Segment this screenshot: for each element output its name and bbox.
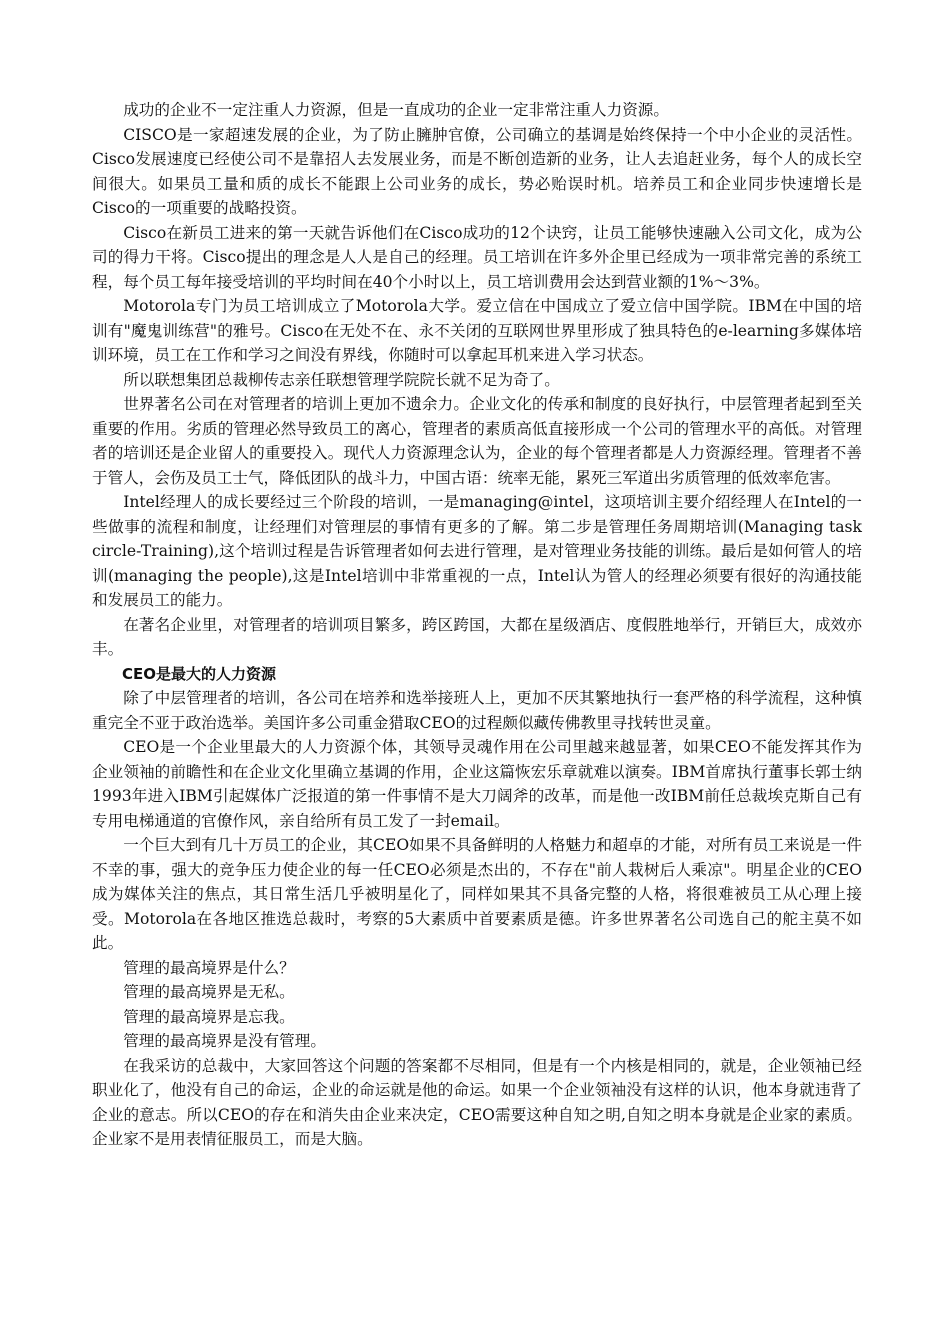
paragraph-cisco-training: Cisco在新员工进来的第一天就告诉他们在Cisco成功的12个诀窍，让员工能够快速融入公司文化，成为公司的得力干将。Cisco提出的理念是人人是自己的经理。员工培训在许多外企里已经成为一项非常完善的系统工程，每个员工每年接受培训的平均时间在40个小时以上，员工培训费用会达到营业额的1%～3%。 — [92, 223, 862, 291]
paragraph-answer-selfless: 管理的最高境界是无私。 — [123, 983, 295, 1001]
paragraph-ceo-charisma: 一个巨大到有几十万员工的企业，其CEO如果不具备鲜明的人格魅力和超卓的才能，对所有员工来说是一件不幸的事，强大的竞争压力使企业的每一任CEO必须是杰出的，不存在"前人栽树后人乘凉"。明星企业的CEO成为媒体关注的焦点，其日常生活几乎被明星化了，同样如果其不具备完整的人格，将很难被员工从心理上接受。Motorola在各地区推选总裁时，考察的5大素质中首要素质是德。许多世界著名公司选自己的舵主莫不如此。 — [92, 836, 862, 952]
paragraph-cisco-growth: CISCO是一家超速发展的企业，为了防止臃肿官僚，公司确立的基调是始终保持一个中小企业的灵活性。Cisco发展速度已经使公司不是靠招人去发展业务，而是不断创造新的业务，让人去追赶业务，每个人的成长空间很大。如果员工量和质的成长不能跟上公司业务的成长，势必贻误时机。培养员工和企业同步快速增长是Cisco的一项重要的战略投资。 — [92, 125, 862, 217]
document-page — [92, 98, 862, 1152]
paragraph-question: 管理的最高境界是什么？ — [123, 958, 295, 977]
paragraph-intel-training: Intel经理人的成长要经过三个阶段的培训，一是managing@intel，这项培训主要介绍经理人在Intel的一些做事的流程和制度，让经理们对管理层的事情有更多的了解。第二步是管理任务周期培训(Managing task circle-Training),这个培训过程是告诉管理者如何去进行管理，是对管理业务技能的训练。最后是如何管人的培训(managing the people),这是Intel培训中非常重视的一点，Intel认为管人的经理必须要有很好的沟通技能和发展员工的能力。 — [92, 493, 862, 609]
section-heading: CEO是最大的人力资源 — [122, 664, 277, 683]
paragraph-intro: 成功的企业不一定注重人力资源，但是一直成功的企业一定非常注重人力资源。 — [123, 101, 669, 119]
paragraph-corporate-universities: Motorola专门为员工培训成立了Motorola大学。爱立信在中国成立了爱立信中国学院。IBM在中国的培训有"魔鬼训练营"的雅号。Cisco在无处不在、永不关闭的互联网世界里形成了独具特色的e-learning多媒体培训环境，员工在工作和学习之间没有界线，你随时可以拿起耳机来进入学习状态。 — [92, 297, 862, 364]
paragraph-manager-training: 世界著名公司在对管理者的培训上更加不遗余力。企业文化的传承和制度的良好执行，中层管理者起到至关重要的作用。劣质的管理必然导致员工的离心，管理者的素质高低直接形成一个公司的管理水平的高低。对管理者的培训还是企业留人的重要投入。现代人力资源理念认为，企业的每个管理者都是人力资源经理。管理者不善于管人，会伤及员工士气，降低团队的战斗力，中国古语：统率无能，累死三军道出劣质管理的低效率危害。 — [92, 395, 862, 487]
paragraph-answer-nomanagement: 管理的最高境界是没有管理。 — [123, 1032, 326, 1050]
paragraph-training-venues: 在著名企业里，对管理者的培训项目繁多，跨区跨国，大都在星级酒店、度假胜地举行，开销巨大，成效亦丰。 — [92, 615, 862, 658]
paragraph-answer-selfforget: 管理的最高境界是忘我。 — [123, 1007, 295, 1026]
paragraph-ceo-resource: CEO是一个企业里最大的人力资源个体，其领导灵魂作用在公司里越来越显著，如果CEO不能发挥其作为企业领袖的前瞻性和在企业文化里确立基调的作用，企业这篇恢宏乐章就难以演奏。IBM首席执行董事长郭士纳1993年进入IBM引起媒体广泛报道的第一件事情不是大刀阔斧的改革，而是他一改IBM前任总裁埃克斯自己有专用电梯通道的官僚作风，亲自给所有员工发了一封email。 — [92, 738, 862, 830]
paragraph-succession: 除了中层管理者的培训，各公司在培养和选举接班人上，更加不厌其繁地执行一套严格的科学流程，这种慎重完全不亚于政治选举。美国许多公司重金猎取CEO的过程颇似藏传佛教里寻找转世灵童。 — [92, 689, 862, 732]
paragraph-lenovo: 所以联想集团总裁柳传志亲任联想管理学院院长就不足为奇了。 — [123, 370, 560, 389]
paragraph-conclusion: 在我采访的总裁中，大家回答这个问题的答案都不尽相同，但是有一个内核是相同的，就是，企业领袖已经职业化了，他没有自己的命运，企业的命运就是他的命运。如果一个企业领袖没有这样的认识，他本身就违背了企业的意志。所以CEO的存在和消失由企业来决定，CEO需要这种自知之明,自知之明本身就是企业家的素质。企业家不是用表情征服员工，而是大脑。 — [92, 1056, 862, 1148]
